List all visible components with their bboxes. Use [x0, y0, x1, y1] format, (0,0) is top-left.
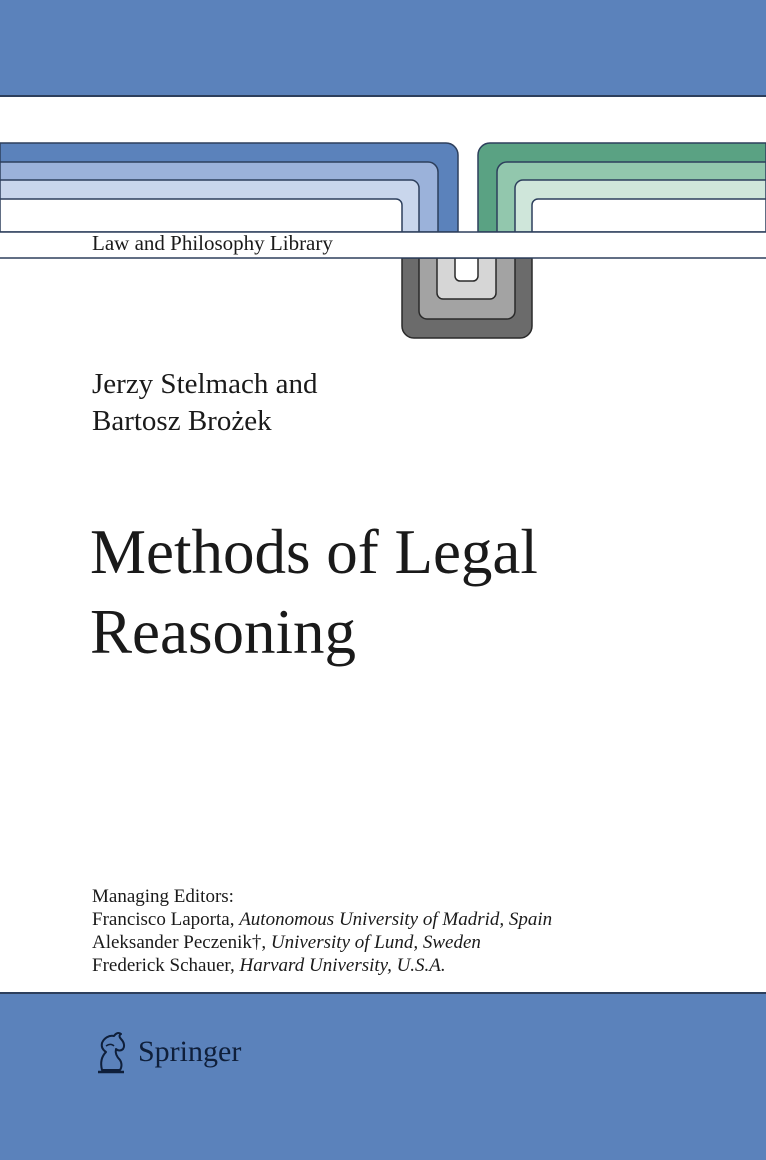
author-list	[92, 366, 317, 440]
book-title	[90, 512, 538, 672]
publisher-logo	[92, 1030, 241, 1074]
title-line: Methods of Legal	[90, 517, 538, 587]
series-motif-graphic	[0, 0, 766, 345]
publisher-name: Springer	[138, 1035, 242, 1068]
springer-horse-icon	[92, 1030, 130, 1074]
editor-name: Frederick Schauer,	[92, 955, 235, 976]
title-line: Reasoning	[90, 597, 356, 667]
editor-entry	[92, 931, 552, 954]
bottom-band	[0, 992, 766, 1160]
editor-name: Francisco Laporta,	[92, 909, 235, 930]
editor-entry	[92, 908, 552, 931]
author-line: Bartosz Brożek	[92, 405, 272, 437]
managing-editors	[92, 885, 552, 977]
editors-heading: Managing Editors:	[92, 886, 234, 907]
series-name: Law and Philosophy Library	[92, 231, 333, 255]
editor-affiliation: University of Lund, Sweden	[270, 932, 481, 953]
author-line: Jerzy Stelmach and	[92, 368, 318, 400]
editor-name: Aleksander Peczenik†,	[92, 932, 267, 953]
editor-affiliation: Autonomous University of Madrid, Spain	[239, 909, 553, 930]
editor-entry	[92, 954, 552, 977]
editor-affiliation: Harvard University, U.S.A.	[239, 955, 446, 976]
